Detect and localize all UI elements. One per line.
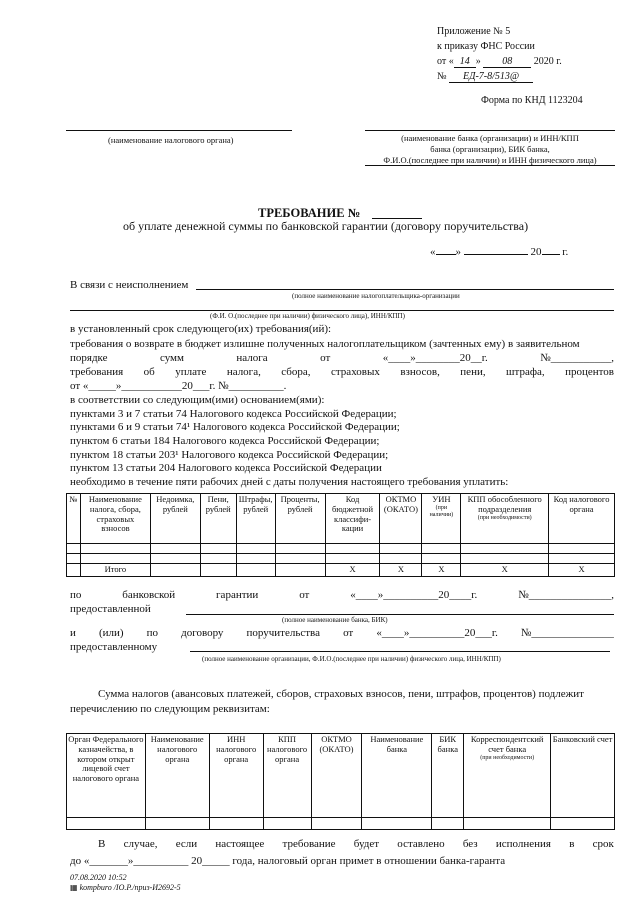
closing-row: В случае, если настоящее требование будет оставлено без исполнения в срок [98,838,614,850]
table-row [67,554,615,564]
col-interest: Проценты, рублей [275,494,325,544]
col-treasury: Орган Федерального казначейства, в котором открыт лицевой счет налогового органа [67,734,146,818]
col-bank-account: Банковский счет [551,734,615,818]
in-term-text: в установленный срок следующего(их) требования(ий): [70,323,332,335]
col-tax-authority-name: Наименование налогового органа [145,734,209,818]
col-tax-name: Наименование налога, сбора, страховых взносов [80,494,150,544]
bank-name-line [186,614,614,615]
bank-line [365,130,615,131]
appendix-month: 08 [483,56,531,68]
col-inn: ИНН налогового органа [209,734,263,818]
bank-caption-1: (наименование банка (организации) и ИНН/КПП [401,133,579,143]
col-number: № [67,494,81,544]
col-penalty: Пени, рублей [200,494,236,544]
tax-authority-caption: (наименование налогового органа) [108,135,234,145]
table-header-row [67,494,615,544]
appendix-line1: Приложение № 5 [437,26,511,37]
appendix-number: № ЕД-7-8/513@ [437,71,533,83]
bank-line-2 [365,165,615,166]
provided-label-2: предоставленному [70,641,158,653]
requisites-table [66,733,615,830]
col-oktmo2: ОКТМО (ОКАТО) [311,734,362,818]
document-title: ТРЕБОВАНИЕ № [258,206,361,220]
col-oktmo: ОКТМО (ОКАТО) [380,494,422,544]
col-kbk: Код бюджетной классифи- кации [325,494,380,544]
provided-label: предоставленной [70,603,151,615]
requirement-row: требования об уплате налога, сбора, страховых взносов, пени, штрафа, процентов [70,366,614,378]
col-kpp2: КПП налогового органа [263,734,311,818]
org-name-line [190,651,610,652]
org-name-caption: (полное наименование организации, Ф.И.О.(последнее при наличии) физического лица, ИНН/КПП) [202,655,501,663]
form-code: Форма по КНД 1123204 [481,95,583,106]
closing-line2: до «_______»__________ 20_____ года, налоговый орган примет в отношении банка-гаранта [70,855,506,867]
total-row: Итого Х Х Х Х Х [67,564,615,577]
col-bank-name: Наименование банка [362,734,432,818]
payment-table [66,493,615,577]
guarantee-row: по банковской гарантии от «____»__________20____г. №_______________, [70,589,614,601]
taxpayer-caption: (полное наименование налогоплательщика-организации [292,292,460,300]
col-bik: БИК банка [432,734,464,818]
table-row [67,544,615,554]
appendix-date: от « 14 » 08 2020 г. [437,56,562,67]
total-label: Итого [80,564,150,577]
basis-p3: пунктом 6 статьи 184 Налогового кодекса Российской Федерации; [70,435,380,447]
appendix-line2: к приказу ФНС России [437,41,535,52]
basis-text: в соответствии со следующим(ими) основанием(ями): [70,394,325,406]
sum-text-line1: Сумма налогов (авансовых платежей, сборов, страховых взносов, пени, штрафов, процентов) подлежит [98,688,584,700]
col-uin: УИН (при наличии) [422,494,461,544]
sum-text-line2: перечислению по следующим реквизитам: [70,703,270,715]
non-fulfillment-label: В связи с неисполнением [70,279,189,291]
surety-row: и (или) по договору поручительства от «____»__________20___г. №_______________ [70,627,614,639]
basis-p4: пунктом 18 статьи 203¹ Налогового кодекса Российской Федерации; [70,449,389,461]
taxpayer-line-2 [70,310,614,311]
appendix-number-value: ЕД-7-8/513@ [449,71,533,83]
refund-text: требования о возврате в бюджет излишне полученных налогоплательщиком (зачтенных ему) в заявительном [70,338,580,350]
requisites-header-row [67,734,615,818]
col-arrears: Недоимка, рублей [150,494,200,544]
basis-p5: пунктом 13 статьи 204 Налогового кодекса Российской Федерации [70,462,382,474]
necessary-text: необходимо в течение пяти рабочих дней с даты получения настоящего требования уплатить: [70,476,509,488]
document-subtitle: об уплате денежной суммы по банковской гарантии (договору поручительства) [123,219,529,233]
requirement-from: от «_____»___________20___г. №__________. [70,380,287,392]
basis-p2: пунктами 6 и 9 статьи 74¹ Налогового кодекса Российской Федерации; [70,421,400,433]
bank-name-caption: (полное наименование банка, БИК) [282,616,388,624]
tax-authority-line [66,130,292,131]
footer-source: ▦ kompburo /IO.P./приз-И2692-5 [70,883,181,892]
bank-caption-2: банка (организации), БИК банка, [430,144,550,154]
basis-p1: пунктами 3 и 7 статьи 74 Налогового кодекса Российской Федерации; [70,408,397,420]
bank-caption-3: Ф.И.О.(последнее при наличии) и ИНН физического лица) [383,155,597,165]
col-tax-authority-code: Код налогового органа [549,494,615,544]
title-date: « » 20 г. [430,246,569,258]
order-row: порядке сумм налога от «____»________20__г. №___________, [70,352,614,364]
col-corr-account: Корреспондентский счет банка (при необходимости) [464,734,551,818]
appendix-day: 14 [454,56,476,68]
col-kpp: КПП обособленного подразделения (при необходимости) [461,494,549,544]
fio-caption: (Ф.И. О.(последнее при наличии) физического лица), ИНН/КПП) [210,312,405,320]
col-fines: Штрафы, рублей [236,494,275,544]
taxpayer-line [196,289,614,290]
footer-date: 07.08.2020 10:52 [70,873,127,882]
doc-icon: ▦ [70,883,78,892]
requisites-row [67,818,615,830]
